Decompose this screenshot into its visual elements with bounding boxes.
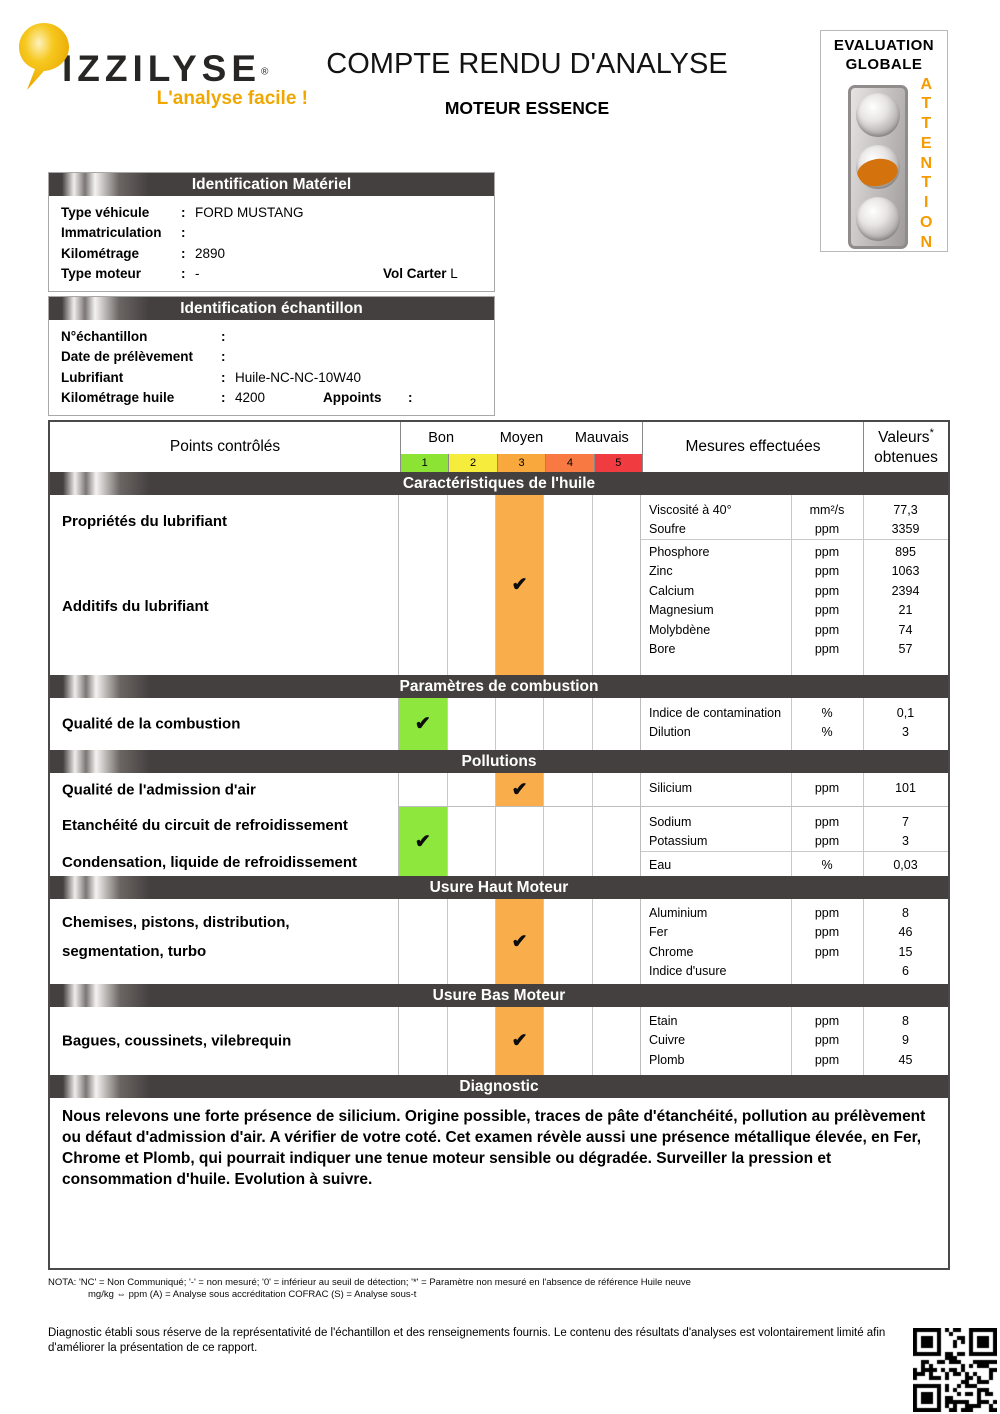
identification-echantillon-header	[49, 297, 494, 320]
traffic-light-top-lamp	[856, 93, 900, 137]
row-block-usure-haut	[50, 899, 948, 984]
scale-label-mauvais: Mauvais	[574, 430, 629, 446]
traffic-light-middle-lamp-lit	[856, 145, 900, 189]
measure-row: Molybdène ppm 74	[649, 622, 913, 637]
table-header	[50, 422, 948, 472]
section-bar-pollutions: Pollutions	[50, 750, 948, 773]
identification-materiel-panel	[48, 172, 495, 292]
col-header-valeurs: Valeurs* obtenues	[863, 422, 948, 472]
nota-legend	[48, 1277, 691, 1301]
measure-row: Potassium ppm 3	[649, 834, 909, 849]
measures-cell	[640, 698, 948, 750]
field-kilometrage: Kilométrage : 2890	[61, 245, 226, 261]
row-block-usure-bas	[50, 1007, 948, 1075]
section-bar-diagnostic: Diagnostic	[50, 1075, 948, 1098]
measure-row: Soufre ppm 3359	[649, 522, 920, 537]
identification-echantillon-panel	[48, 296, 495, 416]
registered-mark: ®	[261, 66, 269, 78]
measure-row: Silicium ppm 101	[649, 780, 916, 795]
traffic-light	[848, 85, 908, 249]
asterisk-note: *	[929, 426, 934, 439]
rating-cells	[398, 773, 640, 806]
evaluation-verdict: A T T E N T I O N	[920, 75, 933, 251]
check-mark-icon: ✔	[511, 931, 528, 952]
measure-row: Viscosité à 40° mm²/s 77,3	[649, 502, 918, 517]
brand-tagline: L'analyse facile !	[156, 88, 308, 109]
scale-cell-4: 4	[545, 454, 593, 472]
check-mark-icon: ✔	[414, 713, 431, 735]
field-immatriculation: Immatriculation :	[61, 225, 186, 241]
rating-scale-legend	[401, 454, 642, 472]
rating-cells	[398, 899, 640, 984]
row-block-admission-air	[50, 773, 948, 806]
measure-row: Indice de contamination % 0,1	[649, 705, 915, 720]
rating-cells	[398, 1007, 640, 1075]
section-bar-usure-haut-moteur: Usure Haut Moteur	[50, 876, 948, 899]
nota-line-2: mg/kg ⇔ ppm (A) = Analyse sous accréditation COFRAC (S) = Analyse sous-t	[88, 1288, 417, 1300]
measure-row: Sodium ppm 7	[649, 814, 909, 829]
section-title: Identification échantillon	[180, 299, 363, 317]
report-subtitle: MOTEUR ESSENCE	[444, 98, 610, 118]
field-date-prelevement: Date de prélèvement :	[61, 349, 226, 365]
control-point-label: Qualité de l'admission d'air	[62, 781, 256, 798]
measure-row: Chrome ppm 15	[649, 944, 913, 959]
col-header-rating-scale	[400, 422, 643, 472]
rating-cells	[398, 495, 640, 675]
check-mark-icon: ✔	[511, 1030, 528, 1052]
field-appoints-label: Appoints	[323, 390, 382, 406]
field-appoints-colon: :	[408, 390, 413, 406]
izzilyse-logo	[18, 22, 310, 110]
control-point-label: Condensation, liquide de refroidissement	[62, 854, 358, 871]
row-block-lubrifiant	[50, 495, 948, 675]
control-point-label: Chemises, pistons, distribution,	[62, 914, 290, 931]
rating-cells	[398, 698, 640, 750]
measure-row: Fer ppm 46	[649, 925, 913, 940]
measure-row: Plomb ppm 45	[649, 1052, 913, 1067]
brand-wordmark	[62, 48, 310, 90]
control-point-label: segmentation, turbo	[62, 943, 207, 960]
col-header-points-controles: Points contrôlés	[169, 438, 281, 455]
check-mark-icon: ✔	[511, 574, 528, 596]
scale-cell-1: 1	[401, 454, 448, 472]
section-title: Identification Matériel	[191, 175, 352, 193]
scale-label-moyen: Moyen	[499, 430, 544, 446]
row-block-refroidissement	[50, 806, 948, 876]
field-vol-carter: Vol Carter L	[383, 266, 458, 282]
measure-row: Indice d'usure 6	[649, 964, 909, 979]
field-kilometrage-huile: Kilométrage huile : 4200 Appoints :	[61, 390, 413, 406]
brand-name: IZZILYSE	[62, 48, 262, 89]
section-bar-parametres-combustion: Paramètres de combustion	[50, 675, 948, 698]
measures-cell	[640, 1007, 948, 1075]
measure-row: Dilution % 3	[649, 725, 909, 740]
measures-cell	[640, 806, 948, 876]
check-mark-icon: ✔	[511, 779, 528, 800]
report-title: COMPTE RENDU D'ANALYSE	[326, 48, 728, 80]
section-bar-usure-bas-moteur: Usure Bas Moteur	[50, 984, 948, 1007]
col-header-mesures: Mesures effectuées	[685, 438, 821, 455]
measure-row: Magnesium ppm 21	[649, 603, 913, 618]
measures-cell	[640, 899, 948, 984]
report-title-block	[297, 48, 757, 119]
field-type-vehicule: Type véhicule : FORD MUSTANG	[61, 204, 304, 220]
measure-row: Eau % 0,03	[649, 857, 918, 872]
identification-materiel-header	[49, 173, 494, 196]
disclaimer-text: Diagnostic établi sous réserve de la représentativité de l'échantillon et des renseignements fournis. Le contenu des résultats d'analyses est volontairement limité afin d'améliorer la présentation de ce rapport.	[48, 1327, 886, 1354]
scale-cell-5: 5	[594, 454, 642, 472]
measures-cell	[640, 495, 948, 675]
field-num-echantillon: N°échantillon :	[61, 328, 226, 344]
measure-row: Zinc ppm 1063	[649, 564, 920, 579]
qr-code	[913, 1328, 997, 1412]
control-point-label: Additifs du lubrifiant	[62, 598, 209, 615]
results-table	[48, 420, 950, 1270]
evaluation-globale-panel	[820, 30, 948, 252]
measure-row: Etain ppm 8	[649, 1013, 909, 1028]
control-point-label: Etanchéité du circuit de refroidissement	[62, 817, 348, 834]
measure-row: Aluminium ppm 8	[649, 905, 909, 920]
section-bar-caracteristiques-huile: Caractéristiques de l'huile	[50, 472, 948, 495]
rating-cells	[398, 806, 640, 876]
measures-cell	[640, 773, 948, 806]
check-mark-icon: ✔	[414, 831, 431, 852]
measure-row: Cuivre ppm 9	[649, 1033, 909, 1048]
control-point-label: Propriétés du lubrifiant	[62, 513, 228, 530]
evaluation-body	[821, 75, 947, 255]
field-type-moteur: Type moteur : - Vol Carter L	[61, 266, 458, 282]
control-point-label: Qualité de la combustion	[62, 715, 241, 733]
scale-label-bon: Bon	[428, 430, 455, 446]
diagnostic-text: Nous relevons une forte présence de silicium. Origine possible, traces de pâte d'étanchéité, pollution au prélèvement ou défaut d'admission d'air. A vérifier de votre coté. Cet examen révèle aussi une présence métallique élevée, en Fer, Chrome et Plomb, qui pourrait indiquer une tenue moteur sensible ou dégradée. Surveiller la pression et consommation d'huile. Evolution à suivre.	[62, 1108, 926, 1188]
field-lubrifiant: Lubrifiant : Huile-NC-NC-10W40	[61, 369, 362, 385]
scale-cell-2: 2	[448, 454, 496, 472]
traffic-light-bottom-lamp	[856, 197, 900, 241]
measure-row: Phosphore ppm 895	[649, 544, 916, 559]
scale-cell-3: 3	[497, 454, 545, 472]
evaluation-title: EVALUATION GLOBALE	[833, 37, 935, 73]
nota-line-1: NOTA: 'NC' = Non Communiqué; '-' = non mesuré; '0' = inférieur au seuil de détection; '*' = Paramètre non mesuré en l'absence de référence Huile neuve	[48, 1277, 691, 1288]
balloon-icon	[18, 22, 70, 92]
row-block-combustion	[50, 698, 948, 750]
control-point-label: Bagues, coussinets, vilebrequin	[62, 1032, 292, 1050]
measure-row: Bore ppm 57	[649, 642, 913, 657]
measure-row: Calcium ppm 2394	[649, 583, 920, 598]
